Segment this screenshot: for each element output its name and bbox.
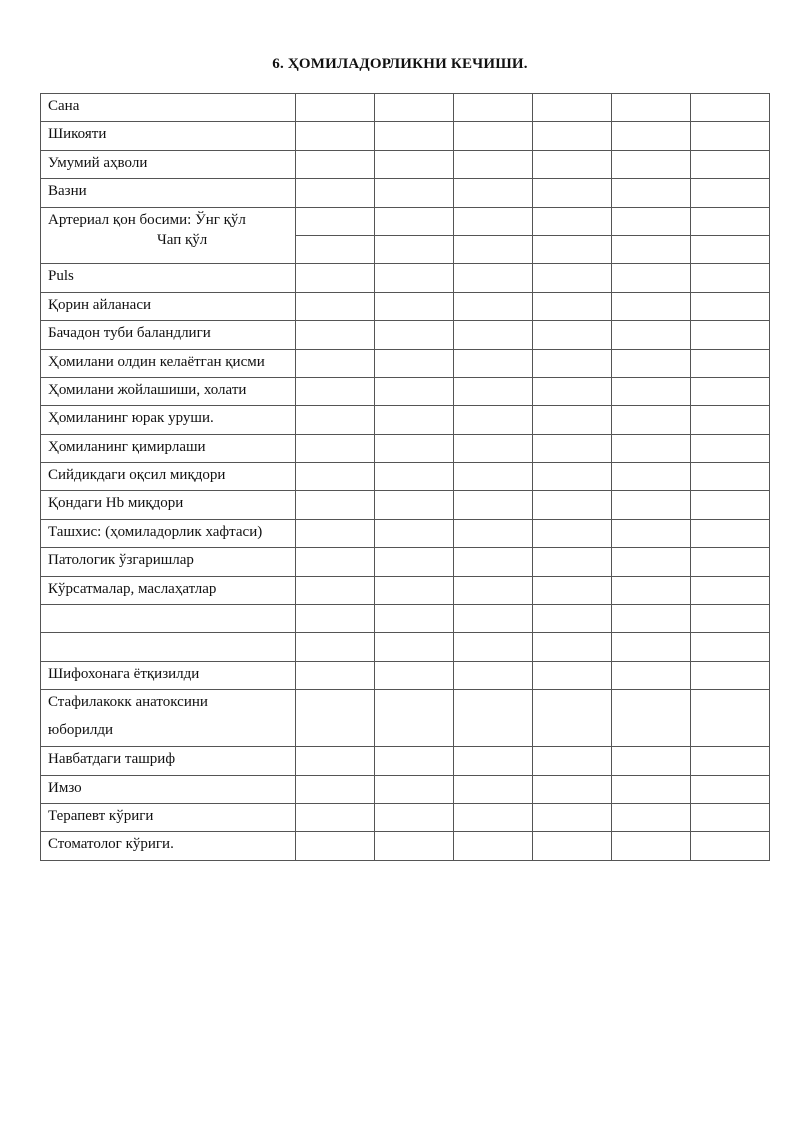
data-cell[interactable] <box>454 377 533 405</box>
table-row <box>41 633 770 661</box>
data-cell[interactable] <box>533 747 612 775</box>
data-cell[interactable] <box>296 349 375 377</box>
row-label-blood-pressure <box>41 207 296 264</box>
table-row <box>41 576 770 604</box>
data-cell[interactable] <box>375 605 454 633</box>
data-cell[interactable] <box>533 179 612 207</box>
data-cell[interactable] <box>375 179 454 207</box>
data-cell[interactable] <box>296 292 375 320</box>
row-label-shifoxona: Шифохонага ётқизилди <box>41 661 296 689</box>
data-cell[interactable] <box>296 491 375 519</box>
data-cell[interactable] <box>612 264 691 292</box>
data-cell[interactable] <box>612 803 691 831</box>
data-cell[interactable] <box>691 321 770 349</box>
data-cell[interactable] <box>296 661 375 689</box>
data-cell[interactable] <box>296 122 375 150</box>
row-label-umumiy: Умумий аҳволи <box>41 150 296 178</box>
data-cell[interactable] <box>375 207 454 235</box>
table-row <box>41 661 770 689</box>
data-cell[interactable] <box>454 207 533 235</box>
empty-label-cell[interactable] <box>41 633 296 661</box>
data-cell[interactable] <box>296 690 375 747</box>
row-label-tashxis: Ташхис: (ҳомиладорлик хафтаси) <box>41 519 296 547</box>
data-cell[interactable] <box>454 803 533 831</box>
row-label-hb: Қондаги Hb миқдори <box>41 491 296 519</box>
data-cell[interactable] <box>533 832 612 860</box>
data-cell[interactable] <box>612 434 691 462</box>
data-cell[interactable] <box>691 377 770 405</box>
table-row <box>41 150 770 178</box>
data-cell[interactable] <box>454 747 533 775</box>
data-cell[interactable] <box>375 94 454 122</box>
data-cell[interactable] <box>533 235 612 263</box>
data-cell[interactable] <box>612 633 691 661</box>
data-cell[interactable] <box>691 150 770 178</box>
row-label-joylashishi: Ҳомилани жойлашиши, холати <box>41 377 296 405</box>
data-cell[interactable] <box>612 548 691 576</box>
data-cell[interactable] <box>296 576 375 604</box>
row-label-oldin: Ҳомилани олдин келаётган қисми <box>41 349 296 377</box>
row-label-qimirlashi: Ҳомиланинг қимирлаши <box>41 434 296 462</box>
data-cell[interactable] <box>533 207 612 235</box>
data-cell[interactable] <box>454 661 533 689</box>
data-cell[interactable] <box>375 150 454 178</box>
bp-right-arm-label: Артериал қон босими: Ўнг қўл <box>48 211 246 228</box>
table-row <box>41 377 770 405</box>
data-cell[interactable] <box>612 491 691 519</box>
row-label-sana: Сана <box>41 94 296 122</box>
data-cell[interactable] <box>375 491 454 519</box>
data-cell[interactable] <box>691 803 770 831</box>
data-cell[interactable] <box>691 775 770 803</box>
data-cell[interactable] <box>375 803 454 831</box>
data-cell[interactable] <box>533 150 612 178</box>
table-row <box>41 519 770 547</box>
data-cell[interactable] <box>612 94 691 122</box>
data-cell[interactable] <box>296 775 375 803</box>
data-cell[interactable] <box>691 605 770 633</box>
data-cell[interactable] <box>533 406 612 434</box>
data-cell[interactable] <box>533 576 612 604</box>
data-cell[interactable] <box>612 690 691 747</box>
data-cell[interactable] <box>375 321 454 349</box>
data-cell[interactable] <box>533 349 612 377</box>
data-cell[interactable] <box>533 292 612 320</box>
row-label-oqsil: Сийдикдаги оқсил миқдори <box>41 463 296 491</box>
data-cell[interactable] <box>454 491 533 519</box>
data-cell[interactable] <box>454 94 533 122</box>
data-cell[interactable] <box>691 463 770 491</box>
data-cell[interactable] <box>612 235 691 263</box>
data-cell[interactable] <box>533 548 612 576</box>
data-cell[interactable] <box>454 349 533 377</box>
data-cell[interactable] <box>612 122 691 150</box>
data-cell[interactable] <box>375 633 454 661</box>
data-cell[interactable] <box>375 661 454 689</box>
data-cell[interactable] <box>375 463 454 491</box>
data-cell[interactable] <box>612 207 691 235</box>
data-cell[interactable] <box>533 321 612 349</box>
data-cell[interactable] <box>533 690 612 747</box>
data-cell[interactable] <box>375 264 454 292</box>
data-cell[interactable] <box>533 434 612 462</box>
data-cell[interactable] <box>691 94 770 122</box>
data-cell[interactable] <box>612 179 691 207</box>
row-label-qorin: Қорин айланаси <box>41 292 296 320</box>
data-cell[interactable] <box>375 292 454 320</box>
data-cell[interactable] <box>296 406 375 434</box>
row-label-terapevt: Терапевт кўриги <box>41 803 296 831</box>
table-row <box>41 321 770 349</box>
table-row <box>41 803 770 831</box>
table-row <box>41 264 770 292</box>
data-cell[interactable] <box>691 832 770 860</box>
data-cell[interactable] <box>375 434 454 462</box>
row-label-yurak: Ҳомиланинг юрак уруши. <box>41 406 296 434</box>
data-cell[interactable] <box>454 519 533 547</box>
table-row <box>41 775 770 803</box>
data-cell[interactable] <box>454 576 533 604</box>
data-cell[interactable] <box>454 264 533 292</box>
table-row <box>41 690 770 747</box>
data-cell[interactable] <box>691 661 770 689</box>
pregnancy-course-table <box>40 93 770 861</box>
data-cell[interactable] <box>612 519 691 547</box>
data-cell[interactable] <box>533 122 612 150</box>
data-cell[interactable] <box>296 150 375 178</box>
row-label-puls: Puls <box>41 264 296 292</box>
data-cell[interactable] <box>533 633 612 661</box>
data-cell[interactable] <box>691 349 770 377</box>
data-cell[interactable] <box>691 548 770 576</box>
data-cell[interactable] <box>375 747 454 775</box>
bp-left-arm-label: Чап қўл <box>157 231 208 248</box>
data-cell[interactable] <box>375 775 454 803</box>
data-cell[interactable] <box>454 605 533 633</box>
row-label-stafilokokk: Стафилакокк анатоксини юборилди <box>41 690 296 747</box>
table-row <box>41 94 770 122</box>
table-row <box>41 747 770 775</box>
data-cell[interactable] <box>375 832 454 860</box>
data-cell[interactable] <box>612 150 691 178</box>
data-cell[interactable] <box>533 775 612 803</box>
data-cell[interactable] <box>296 264 375 292</box>
data-cell[interactable] <box>691 207 770 235</box>
data-cell[interactable] <box>454 321 533 349</box>
data-cell[interactable] <box>533 377 612 405</box>
table-row <box>41 349 770 377</box>
data-cell[interactable] <box>533 605 612 633</box>
data-cell[interactable] <box>296 548 375 576</box>
data-cell[interactable] <box>612 377 691 405</box>
data-cell[interactable] <box>691 122 770 150</box>
row-label-bachadon: Бачадон туби баландлиги <box>41 321 296 349</box>
data-cell[interactable] <box>691 491 770 519</box>
data-cell[interactable] <box>296 463 375 491</box>
table-row <box>41 207 770 235</box>
data-cell[interactable] <box>296 434 375 462</box>
data-cell[interactable] <box>375 406 454 434</box>
data-cell[interactable] <box>691 576 770 604</box>
data-cell[interactable] <box>454 434 533 462</box>
data-cell[interactable] <box>454 633 533 661</box>
data-cell[interactable] <box>375 235 454 263</box>
data-cell[interactable] <box>533 803 612 831</box>
data-cell[interactable] <box>533 519 612 547</box>
data-cell[interactable] <box>533 94 612 122</box>
data-cell[interactable] <box>454 775 533 803</box>
data-cell[interactable] <box>533 463 612 491</box>
data-cell[interactable] <box>454 122 533 150</box>
table-row <box>41 548 770 576</box>
table-row <box>41 292 770 320</box>
data-cell[interactable] <box>296 605 375 633</box>
data-cell[interactable] <box>691 690 770 747</box>
data-cell[interactable] <box>612 832 691 860</box>
table-row <box>41 434 770 462</box>
data-cell[interactable] <box>533 264 612 292</box>
data-cell[interactable] <box>375 349 454 377</box>
data-cell[interactable] <box>454 463 533 491</box>
data-cell[interactable] <box>296 179 375 207</box>
row-label-shikoyati: Шикояти <box>41 122 296 150</box>
data-cell[interactable] <box>612 349 691 377</box>
table-row <box>41 832 770 860</box>
table-row <box>41 491 770 519</box>
data-cell[interactable] <box>375 576 454 604</box>
data-cell[interactable] <box>612 605 691 633</box>
data-cell[interactable] <box>375 519 454 547</box>
data-cell[interactable] <box>691 519 770 547</box>
table-row <box>41 179 770 207</box>
data-cell[interactable] <box>454 179 533 207</box>
data-cell[interactable] <box>691 179 770 207</box>
data-cell[interactable] <box>296 633 375 661</box>
data-cell[interactable] <box>691 747 770 775</box>
data-cell[interactable] <box>533 661 612 689</box>
data-cell[interactable] <box>691 292 770 320</box>
table-row <box>41 463 770 491</box>
data-cell[interactable] <box>612 406 691 434</box>
data-cell[interactable] <box>612 661 691 689</box>
table-row <box>41 605 770 633</box>
data-cell[interactable] <box>691 406 770 434</box>
row-label-navbatdagi: Навбатдаги ташриф <box>41 747 296 775</box>
row-label-imzo: Имзо <box>41 775 296 803</box>
data-cell[interactable] <box>375 122 454 150</box>
row-label-stomatolog: Стоматолог кўриги. <box>41 832 296 860</box>
data-cell[interactable] <box>533 491 612 519</box>
data-cell[interactable] <box>296 747 375 775</box>
data-cell[interactable] <box>375 377 454 405</box>
data-cell[interactable] <box>296 207 375 235</box>
page-title: 6. ҲОМИЛАДОРЛИКНИ КЕЧИШИ. <box>272 56 528 72</box>
data-cell[interactable] <box>612 747 691 775</box>
data-cell[interactable] <box>454 150 533 178</box>
row-label-kursatmalar: Кўрсатмалар, маслаҳатлар <box>41 576 296 604</box>
table-row <box>41 122 770 150</box>
data-cell[interactable] <box>612 576 691 604</box>
data-cell[interactable] <box>691 633 770 661</box>
data-cell[interactable] <box>375 690 454 747</box>
data-cell[interactable] <box>454 690 533 747</box>
data-cell[interactable] <box>691 434 770 462</box>
data-cell[interactable] <box>691 264 770 292</box>
row-label-vazni: Вазни <box>41 179 296 207</box>
data-cell[interactable] <box>296 377 375 405</box>
data-cell[interactable] <box>375 548 454 576</box>
data-cell[interactable] <box>612 775 691 803</box>
data-cell[interactable] <box>612 463 691 491</box>
data-cell[interactable] <box>612 321 691 349</box>
data-cell[interactable] <box>296 832 375 860</box>
data-cell[interactable] <box>454 235 533 263</box>
empty-label-cell[interactable] <box>41 605 296 633</box>
data-cell[interactable] <box>454 292 533 320</box>
data-cell[interactable] <box>296 235 375 263</box>
data-cell[interactable] <box>454 406 533 434</box>
data-cell[interactable] <box>612 292 691 320</box>
table-row <box>41 406 770 434</box>
data-cell[interactable] <box>454 832 533 860</box>
data-cell[interactable] <box>296 803 375 831</box>
data-cell[interactable] <box>296 94 375 122</box>
data-cell[interactable] <box>296 519 375 547</box>
data-cell[interactable] <box>454 548 533 576</box>
data-cell[interactable] <box>296 321 375 349</box>
row-label-patologik: Патологик ўзгаришлар <box>41 548 296 576</box>
data-cell[interactable] <box>691 235 770 263</box>
